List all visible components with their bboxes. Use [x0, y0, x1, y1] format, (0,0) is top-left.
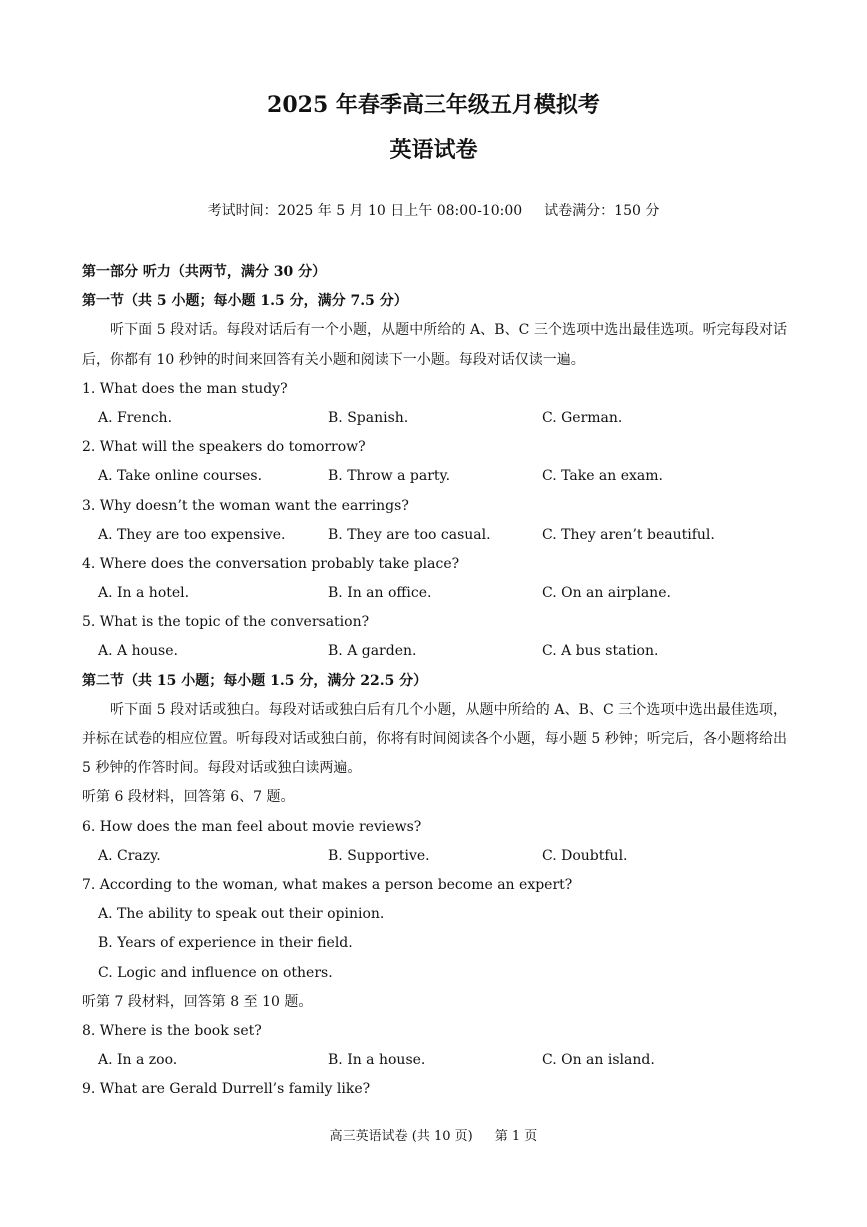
question-text: 2. What will the speakers do tomorrow? — [82, 439, 366, 456]
options-row — [82, 842, 787, 871]
option-c: C. A bus station. — [542, 643, 659, 660]
exam-info — [0, 200, 867, 220]
option-b: B. A garden. — [328, 643, 417, 660]
question-3 — [82, 492, 787, 550]
option-c: C. Doubtful. — [542, 847, 628, 864]
option-c: C. On an island. — [542, 1052, 655, 1069]
question-6 — [82, 813, 787, 871]
part1-heading: 第一部分 听力（共两节，满分 30 分） — [82, 264, 327, 280]
option-c: C. On an airplane. — [542, 585, 671, 602]
exam-time: 考试时间：2025 年 5 月 10 日上午 08:00-10:00 — [207, 203, 523, 219]
option-a: A. In a zoo. — [98, 1052, 178, 1069]
options-row — [82, 579, 787, 608]
section1-heading: 第一节（共 5 小题；每小题 1.5 分，满分 7.5 分） — [82, 293, 408, 310]
footer-doc-info: 高三英语试卷 (共 10 页) — [329, 1129, 473, 1144]
option-b: B. They are too casual. — [328, 526, 491, 543]
exam-title: 2025 年春季高三年级五月模拟考 — [267, 92, 600, 118]
option-c: C. Logic and influence on others. — [98, 964, 333, 981]
option-b: B. Spanish. — [328, 409, 409, 426]
option-a: A. French. — [98, 409, 173, 426]
option-a: A. Crazy. — [98, 847, 161, 864]
question-text: 7. According to the woman, what makes a person become an expert? — [82, 877, 573, 894]
option-a: A. A house. — [98, 643, 178, 660]
options-row — [82, 404, 787, 433]
options-row — [82, 1046, 787, 1075]
question-text: 4. Where does the conversation probably take place? — [82, 555, 460, 572]
question-4 — [82, 550, 787, 608]
question-text: 1. What does the man study? — [82, 380, 288, 397]
question-2 — [82, 433, 787, 491]
options-row — [82, 462, 787, 491]
option-c: C. German. — [542, 409, 623, 426]
question-5 — [82, 608, 787, 666]
question-text: 3. Why doesn’t the woman want the earrings? — [82, 497, 409, 514]
option-b: B. Supportive. — [328, 847, 430, 864]
section2-heading: 第二节（共 15 小题；每小题 1.5 分，满分 22.5 分） — [82, 672, 428, 689]
question-text: 8. Where is the book set? — [82, 1022, 262, 1039]
option-a: A. In a hotel. — [98, 585, 190, 602]
option-a: A. Take online courses. — [98, 468, 263, 485]
option-c: C. Take an exam. — [542, 468, 663, 485]
options-row — [82, 637, 787, 666]
question-text: 5. What is the topic of the conversation? — [82, 614, 370, 631]
option-b: B. In an office. — [328, 585, 432, 602]
question-9 — [82, 1075, 787, 1104]
question-8 — [82, 1017, 787, 1075]
page-number: 第 1 页 — [494, 1129, 538, 1144]
question-text: 6. How does the man feel about movie reviews? — [82, 818, 422, 835]
section2-instructions: 听下面 5 段对话或独白。每段对话或独白后有几个小题，从题中所给的 A、B、C 三个选项中选出最佳选项，并标在试卷的相应位置。听每段对话或独白前，你将有时间阅读各个小题，每小题 5 秒钟；听完后，各小题将给出 5 秒钟的作答时间。每段对话或独白读两遍。 — [82, 701, 787, 777]
full-score: 试卷满分：150 分 — [544, 203, 660, 219]
exam-content — [82, 258, 787, 1105]
options-row — [82, 521, 787, 550]
material-6-instruction: 听第 6 段材料，回答第 6、7 题。 — [82, 789, 295, 806]
question-7 — [82, 871, 787, 988]
option-b: B. In a house. — [328, 1052, 426, 1069]
option-b: B. Throw a party. — [328, 468, 451, 485]
option-a: A. They are too expensive. — [98, 526, 286, 543]
option-b: B. Years of experience in their field. — [98, 935, 353, 952]
material-7-instruction: 听第 7 段材料，回答第 8 至 10 题。 — [82, 993, 313, 1010]
section1-instructions: 听下面 5 段对话。每段对话后有一个小题，从题中所给的 A、B、C 三个选项中选出最佳选项。听完每段对话后，你都有 10 秒钟的时间来回答有关小题和阅读下一小题。每段对话仅读一遍。 — [82, 322, 787, 368]
option-c: C. They aren’t beautiful. — [542, 526, 715, 543]
question-text: 9. What are Gerald Durrell’s family like? — [82, 1081, 371, 1098]
exam-subtitle: 英语试卷 — [389, 137, 478, 163]
page-footer — [0, 1125, 867, 1144]
option-a: A. The ability to speak out their opinion. — [98, 906, 385, 923]
question-1 — [82, 375, 787, 433]
